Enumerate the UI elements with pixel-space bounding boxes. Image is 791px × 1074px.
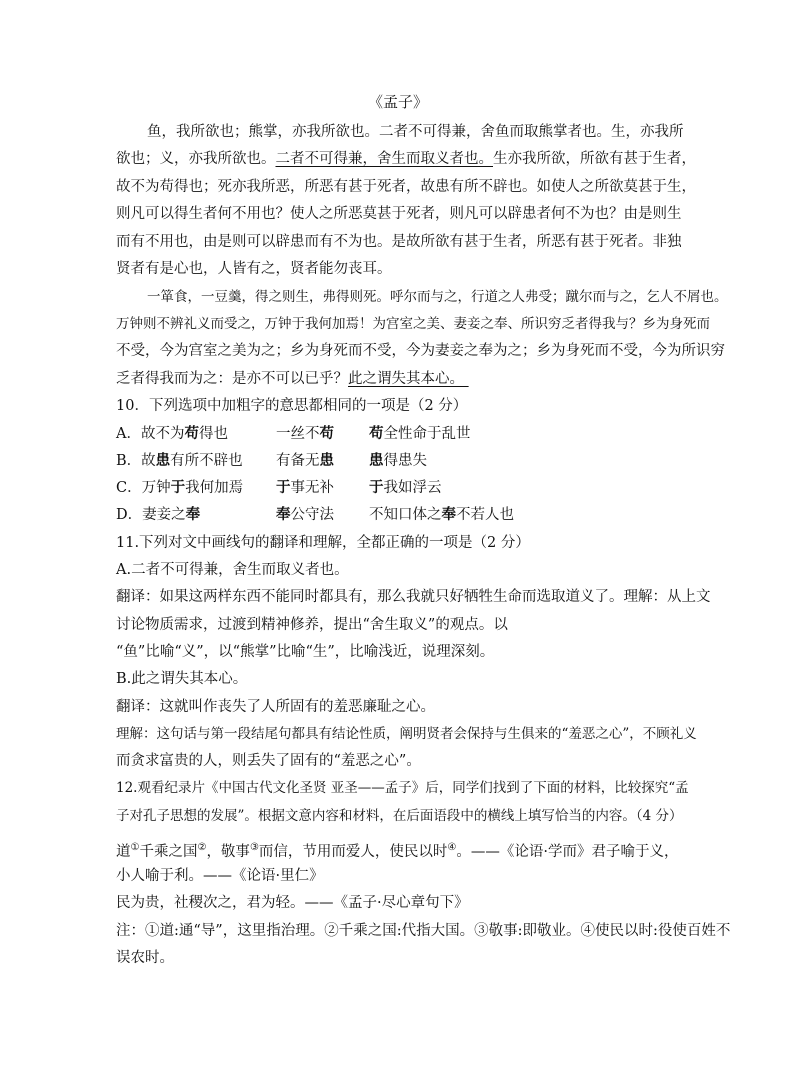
q10-option-d (116, 505, 200, 525)
passage-p1-line1: 鱼，我所欲也；熊掌，亦我所欲也。二者不可得兼，舍鱼而取熊掌者也。生，亦我所 (147, 124, 684, 140)
bold-char: 苟 (369, 425, 384, 442)
q11-line: 而贪求富贵的人，则丢失了固有的“羞恶之心”。 (116, 753, 421, 769)
q12-quote1b: 小人喻于利。——《论语·里仁》 (116, 868, 324, 884)
bold-char: 苟 (319, 425, 334, 442)
footnote-mark: ③ (249, 842, 259, 853)
q12-quote2: 民为贵，社稷次之，君为轻。——《孟子·尽心章句下》 (116, 895, 469, 911)
option-text: 一丝不 (276, 426, 320, 442)
underlined-sentence-b: 此之谓失其本心。 (348, 371, 464, 387)
q12-note: 注：①道:通“导”，这里指治理。②千乘之国:代指大国。③敬事:即敬业。④使民以时:役使百姓不 (116, 923, 731, 939)
q12-note: 误农时。 (116, 950, 174, 966)
q12-quote1 (116, 838, 678, 862)
quote-text: 而信，节用而爱人，使民以时 (258, 843, 448, 860)
bold-char: 患 (369, 452, 384, 469)
q10-option-c-col3 (369, 478, 442, 498)
passage-text: 生亦我所欲，所欲有甚于生者， (493, 151, 696, 167)
option-label: C．万钟 (116, 480, 171, 496)
quote-text: 千乘之国 (139, 843, 198, 860)
bold-char: 于 (170, 479, 186, 496)
q11-line: 理解：这句话与第一段结尾句都具有结论性质，阐明贤者会保持与生俱来的“羞恶之心”，不顾礼义 (116, 726, 697, 742)
quote-text: 。——《论语·学而》君子喻于义， (456, 843, 679, 860)
q11-line: 讨论物质需求，过渡到精神修养，提出“舍生取义”的观点。以 (116, 617, 508, 633)
q11-line: “鱼”比喻“义”，以“熊掌”比喻“生”，比喻浅近，说理深刻。 (116, 644, 495, 660)
passage-p2-line2: 万钟则不辨礼义而受之，万钟于我何加焉！为宫室之美、妻妾之奉、所识穷乏者得我与？乡为身死而 (116, 316, 710, 332)
q10-option-b-col3 (369, 451, 427, 471)
bold-char: 患 (319, 452, 334, 469)
bold-char: 于 (369, 479, 384, 496)
footnote-mark: ④ (447, 842, 457, 853)
passage-p1-line2 (116, 149, 696, 169)
q10-option-d-col2 (276, 505, 334, 525)
option-text: 不若人也 (456, 507, 514, 523)
underlined-sentence-a: 二者不可得兼，舍生而取义者也。 (275, 151, 493, 167)
q10-option-a (116, 424, 228, 444)
bold-char: 患 (155, 452, 171, 469)
option-text: 我如浮云 (383, 480, 442, 496)
q10-stem: 10．下列选项中加粗字的意思都相同的一项是（2 分） (116, 398, 468, 414)
bold-char: 奉 (185, 506, 201, 523)
q10-option-a-col3 (369, 424, 471, 444)
passage-p1-line6: 贤者有是心也，人皆有之，贤者能勿丧耳。 (116, 261, 392, 277)
q10-option-d-col3 (369, 505, 514, 525)
passage-p1-line3: 故不为苟得也；死亦我所恶，所恶有甚于死者，故患有所不辟也。如使人之所欲莫甚于生， (116, 179, 696, 195)
q10-option-b-col2 (276, 451, 334, 471)
q10-option-a-col2 (276, 424, 334, 444)
quote-text: ，敬事 (206, 843, 250, 860)
option-text: 得也 (198, 426, 228, 442)
option-label: A．故不为 (116, 426, 185, 442)
option-text: 有备无 (276, 453, 320, 469)
option-text: 公守法 (290, 507, 334, 523)
option-text: 我何加焉 (185, 480, 244, 496)
underline-blank (464, 369, 502, 389)
q11-line: 翻译：如果这两样东西不能同时都具有，那么我就只好牺牲生命而选取道义了。理解：从上文 (116, 589, 711, 605)
passage-p1-line5: 而有不用也，由是则可以辟患而有不为也。是故所欲有甚于生者，所恶有甚于死者。非独 (116, 234, 682, 250)
q11-line: B.此之谓失其本心。 (116, 671, 248, 687)
passage-text: 欲也；义，亦我所欲也。 (116, 151, 276, 167)
option-text: 得患失 (383, 453, 427, 469)
option-text: 有所不辟也 (170, 453, 243, 469)
passage-text: 乏者得我而为之：是亦不可以已乎？ (116, 371, 348, 387)
passage-title: 《孟子》 (368, 93, 429, 111)
option-text: 全性命于乱世 (383, 426, 471, 442)
option-label: B．故 (116, 453, 156, 469)
q10-option-c (116, 478, 243, 498)
q11-stem: 11.下列对文中画线句的翻译和理解，全都正确的一项是（2 分） (116, 535, 530, 551)
passage-p2-line3: 不受，今为宫室之美为之；乡为身死而不受，今为妻妾之奉为之；乡为身死而不受，今为所识穷 (116, 343, 725, 359)
option-label: D．妻妾之 (116, 507, 186, 523)
footnote-mark: ① (130, 842, 140, 853)
bold-char: 于 (276, 479, 291, 496)
bold-char: 苟 (184, 425, 199, 442)
option-text: 不知口体之 (369, 507, 442, 523)
q11-line: A.二者不可得兼，舍生而取义者也。 (116, 562, 349, 578)
q10-option-b (116, 451, 243, 471)
q12-line: 子对孔子思想的发展”。根据文意内容和材料，在后面语段中的横线上填写恰当的内容。（4 分） (116, 808, 683, 824)
quote-text: 道 (116, 843, 131, 860)
q12-line: 12.观看纪录片《中国古代文化圣贤 亚圣——孟子》后，同学们找到了下面的材料，比较探究“孟 (116, 780, 689, 796)
q11-line: 翻译：这就叫作丧失了人所固有的羞恶廉耻之心。 (116, 699, 435, 715)
passage-p1-line4: 则凡可以得生者何不用也？使人之所恶莫甚于死者，则凡可以辟患者何不为也？由是则生 (116, 206, 682, 222)
passage-p2-line4 (116, 369, 502, 389)
q10-option-c-col2 (276, 478, 334, 498)
bold-char: 奉 (441, 506, 456, 523)
footnote-mark: ② (197, 842, 207, 853)
passage-p2-line1: 一箪食，一豆羹，得之则生，弗得则死。呼尔而与之，行道之人弗受；蹴尔而与之，乞人不屑也。 (147, 289, 728, 305)
option-text: 事无补 (290, 480, 334, 496)
bold-char: 奉 (276, 506, 291, 523)
